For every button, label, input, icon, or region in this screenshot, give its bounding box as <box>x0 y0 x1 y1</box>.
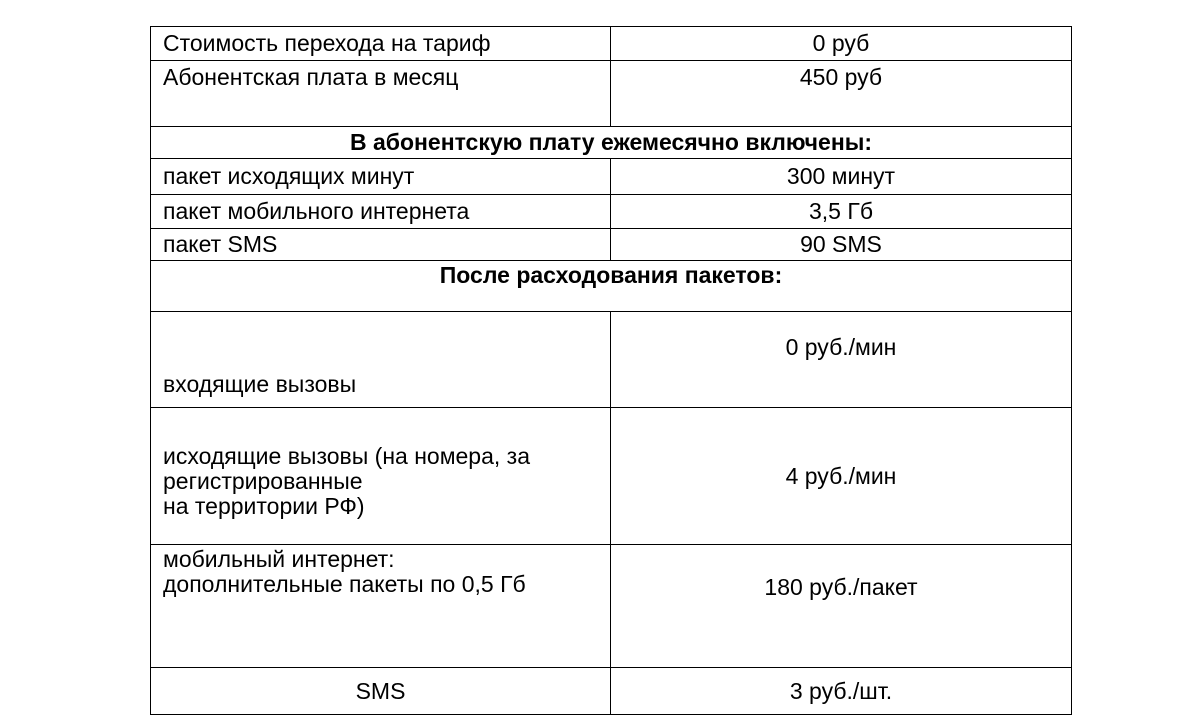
row-value-mobile-internet: 3,5 Гб <box>611 195 1072 229</box>
row-value-monthly-fee: 450 руб <box>611 61 1072 127</box>
row-label-outgoing-minutes: пакет исходящих минут <box>151 159 611 195</box>
table-row <box>151 312 1072 408</box>
row-label-sms: SMS <box>151 668 611 715</box>
row-label-monthly-fee: Абонентская плата в месяц <box>151 61 611 127</box>
table-row <box>151 27 1072 61</box>
row-label-mobile-internet: пакет мобильного интернета <box>151 195 611 229</box>
row-value-transition-cost: 0 руб <box>611 27 1072 61</box>
row-value-incoming-calls: 0 руб./мин <box>611 312 1072 408</box>
row-label-extra-internet: мобильный интернет: дополнительные пакеты по 0,5 Гб <box>151 545 611 668</box>
row-value-outgoing-calls: 4 руб./мин <box>611 408 1072 545</box>
table-row <box>151 229 1072 261</box>
table-row <box>151 61 1072 127</box>
table-row <box>151 195 1072 229</box>
row-value-outgoing-minutes: 300 минут <box>611 159 1072 195</box>
row-value-sms: 3 руб./шт. <box>611 668 1072 715</box>
tariff-table <box>150 26 1072 715</box>
row-label-sms-package: пакет SMS <box>151 229 611 261</box>
section-heading-after-packages: После расходования пакетов: <box>151 261 1072 312</box>
table-section-header <box>151 127 1072 159</box>
table-row <box>151 159 1072 195</box>
row-label-outgoing-calls: исходящие вызовы (на номера, за регистрированные на территории РФ) <box>151 408 611 545</box>
row-value-extra-internet: 180 руб./пакет <box>611 545 1072 668</box>
table-row <box>151 545 1072 668</box>
table-row <box>151 408 1072 545</box>
section-heading-included: В абонентскую плату ежемесячно включены: <box>151 127 1072 159</box>
row-label-incoming-calls: входящие вызовы <box>151 312 611 408</box>
row-label-transition-cost: Стоимость перехода на тариф <box>151 27 611 61</box>
row-value-sms-package: 90 SMS <box>611 229 1072 261</box>
table-section-header <box>151 261 1072 312</box>
